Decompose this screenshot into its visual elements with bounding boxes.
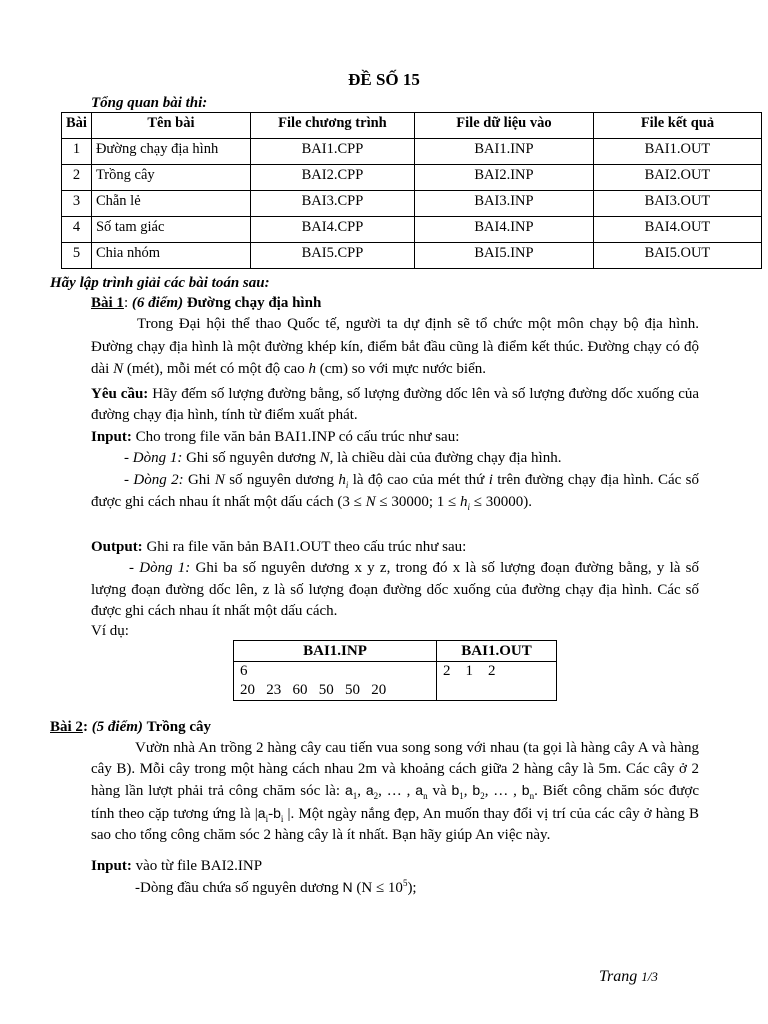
example-input-line: 20 23 60 50 50 20 [240,682,387,698]
overview-table [61,112,762,269]
table-cell: BAI1.INP [414,139,593,165]
table-header-row [234,641,557,662]
table-cell: BAI5.CPP [250,243,414,269]
page-title: ĐỀ SỐ 15 [348,70,420,89]
text-run: là độ cao của mét thứ [348,472,489,488]
line-label: Dòng 1: [139,560,191,576]
var-b: b [451,782,460,799]
subscript: 1 [459,791,464,802]
table-cell: 1 [62,139,92,165]
bai1-heading: Bài 1: (6 điểm) Đường chạy địa hình [91,295,322,311]
var-a: a [344,782,353,799]
table-cell: BAI1.OUT [593,139,761,165]
table-row [62,217,762,243]
text-run: Hãy đếm số lượng đường bằng, số lượng đường dốc lên và số lượng đường dốc xuống của đường chạy địa hình, tính từ điểm xuất phát. [91,386,700,423]
bai2-input-line1 [91,877,699,898]
text-run: số nguyên dương [224,472,339,488]
subscript: n [529,791,535,802]
table-header-cell: File dữ liệu vào [414,113,593,139]
text-run: (cm) so với mực nước biển. [315,361,486,377]
var-b: b [472,782,481,799]
var-a: a [257,804,266,821]
bai1-points: (6 điểm) [131,295,184,311]
table-cell: 2 [62,165,92,191]
text-run: (mét), mỗi mét có một độ cao [123,361,309,377]
bai1-requirement [91,384,699,426]
example-input-line: 6 [240,663,248,679]
text-run: Ghi ba số nguyên dương x y z, trong đó x là số lượng đoạn đường bằng, y là số lượng đoạn đường dốc lên, z là số lượng đoạn đường dốc xuống của đường chạy địa hình. Các số được ghi cách nhau ít nhất một dấu cách. [91,560,700,619]
example-output-line: 2 1 2 [443,663,496,679]
page-label: Trang [599,968,642,985]
table-cell: BAI4.OUT [593,217,761,243]
table-cell: 4 [62,217,92,243]
subscript: 2 [373,791,379,802]
table-cell: BAI4.CPP [250,217,414,243]
line-label: Dòng 1: [132,450,183,466]
table-row [62,139,762,165]
table-cell: BAI1.CPP [250,139,414,165]
table-cell: Trồng cây [91,165,250,191]
table-header-row [62,113,762,139]
table-cell [437,662,557,701]
superscript: 5 [402,878,408,888]
var-a: a [415,782,424,799]
input-label: Input: [91,429,132,445]
subscript: n [423,791,428,802]
table-cell: Chia nhóm [91,243,250,269]
example-table [233,640,557,701]
bai1-output [91,537,699,557]
text-run: vào từ file BAI2.INP [131,858,263,874]
var-h: h [460,493,468,510]
bai2-label: Bài 2 [50,719,83,735]
var-a: a [365,782,374,799]
table-row [62,165,762,191]
bai2-input [91,856,699,876]
table-header-cell: BAI1.INP [234,641,437,662]
page-number: 1/3 [641,969,658,984]
table-cell: BAI4.INP [414,217,593,243]
table-header-cell: BAI1.OUT [437,641,557,662]
bai2-heading: Bài 2: (5 điểm) Trồng cây [50,719,211,735]
table-cell: BAI2.OUT [593,165,761,191]
var-n: N [214,472,225,488]
text-run: , [463,783,473,800]
table-cell: BAI3.CPP [250,191,414,217]
table-cell: 3 [62,191,92,217]
table-row [62,191,762,217]
instruction-heading: Hãy lập trình giải các bài toán sau: [50,275,270,291]
subscript: 1 [352,791,358,802]
table-cell: BAI5.INP [414,243,593,269]
table-row [234,662,557,701]
bai1-intro [91,313,699,381]
text-run: , … , [378,783,416,800]
text-run: Cho trong file văn bản BAI1.INP có cấu trúc như sau: [131,429,460,445]
text-run: - [268,805,274,822]
text-run: Trong Đại hội thể thao Quốc tế, người ta dự định sẽ tổ chức một môn chạy bộ địa hình. Đường chạy địa hình là một đường khép kín, điểm bắt đầu cũng là điểm kết thúc. Đường chạy có độ dài [91,316,699,377]
var-i: i [488,472,493,488]
subscript: i [280,813,284,824]
text-run: ≤ 30000). [470,493,533,510]
text-run: Vườn nhà An trồng 2 hàng cây cau tiến vua song song với nhau (ta gọi là hàng cây A và hàng cây B). Mỗi cây trong một hàng cách nhau 2m và khoảng cách giữa 2 hàng cây là 5m. Các cây ở 2 hàng lần lượt phải trả công chăm sóc là: [91,740,699,800]
text-run: Ghi số nguyên dương [182,450,320,466]
bai1-input-line1: - Dòng 1: Ghi số nguyên dương N, là chiều dài của đường chạy địa hình. [124,450,562,466]
table-cell: BAI2.INP [414,165,593,191]
table-cell: 5 [62,243,92,269]
output-label: Output: [91,539,143,555]
table-header-cell: Tên bài [91,113,250,139]
table-header-cell: File kết quả [593,113,761,139]
requirement-label: Yêu cầu: [91,386,149,402]
table-row [62,243,762,269]
text-run: , [357,783,366,800]
text-run: -Dòng đầu chứa số nguyên dương [135,880,343,896]
bai1-input [91,427,699,447]
bai1-output-line1: - Dòng 1: Ghi ba số nguyên dương x y z, trong đó x là số lượng đoạn đường bằng, y là số lượng đoạn đường dốc lên, z là số lượng đoạn đường dốc xuống của đường chạy địa hình. Các số được ghi cách nhau ít nhất một dấu cách. [91,560,700,619]
text-run: trên đường chạy địa hình. Các số được ghi cách nhau ít nhất một dấu cách (3 ≤ [91,472,700,510]
table-cell: BAI3.INP [414,191,593,217]
text-run: và [427,783,452,800]
text-run: , là chiều dài của đường chạy địa hình. [329,450,562,466]
example-label: Ví dụ: [91,623,129,639]
var-b: b [521,782,530,799]
table-cell: Số tam giác [91,217,250,243]
text-run: (N ≤ 10 [352,880,403,896]
subscript: 2 [480,791,485,802]
bai2-name: Trồng cây [146,719,211,735]
bai1-label: Bài 1 [91,295,124,311]
var-n: N [319,450,330,466]
page-footer [599,967,658,987]
bai1-input-line2: - Dòng 2: Ghi N số nguyên dương $h_i$ là độ cao của mét thứ i trên đường chạy địa hình. Các số được ghi cách nhau ít nhất một dấu cách (3 ≤ N ≤ 30000; $1 \le h_i \le 30000$). [91,472,700,512]
bai2-body [91,738,699,846]
bai1-name: Đường chạy địa hình [186,295,322,311]
text-run: Ghi [183,472,215,488]
text-run: Ghi ra file văn bản BAI1.OUT theo cấu trúc như sau: [142,539,467,555]
var-n: N [113,361,124,377]
table-cell: Chẵn lẻ [91,191,250,217]
text-run: ); [407,880,417,896]
text-run: . Biết công chăm sóc được tính theo cặp tương ứng là | [91,783,700,822]
subscript: i [265,813,269,824]
table-header-cell: Bài [62,113,92,139]
line-label: Dòng 2: [133,472,184,488]
subscript-i: i [345,480,349,490]
var-h: h [338,472,346,488]
table-cell: Đường chạy địa hình [91,139,250,165]
table-header-cell: File chương trình [250,113,414,139]
var-n: N [342,879,353,895]
var-h: h [308,361,316,377]
bai2-points: (5 điểm) [91,719,143,735]
text-run: |. Một ngày nắng đẹp, An muốn thay đổi vị trí của các cây ở hàng B sao cho tổng công chăm sóc 2 hàng cây là ít nhất. Bạn hãy giúp An việc này. [91,805,699,843]
input-label: Input: [91,858,132,874]
var-n: N [365,493,376,510]
table-cell: BAI5.OUT [593,243,761,269]
var-b: b [273,804,281,821]
text-run: ≤ 30000; 1 ≤ [375,493,461,510]
overview-label: Tổng quan bài thi: [91,95,208,111]
table-cell: BAI2.CPP [250,165,414,191]
subscript-i: i [467,501,471,512]
table-cell [234,662,437,701]
text-run: , … , [484,783,522,800]
table-cell: BAI3.OUT [593,191,761,217]
